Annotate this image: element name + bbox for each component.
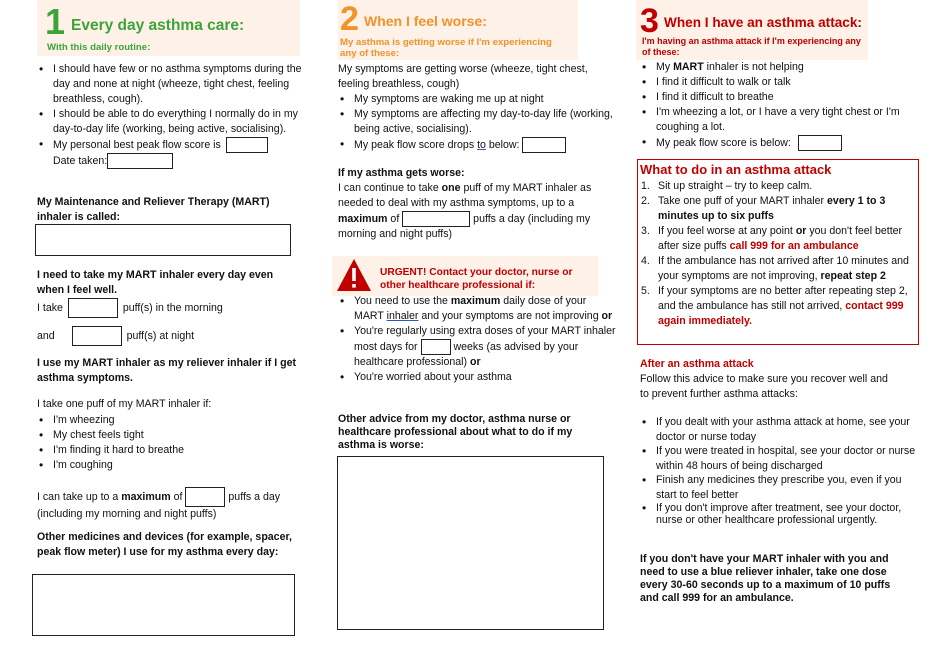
section-number: 3 (640, 2, 659, 40)
list-item: • If you don't improve after treatment, see your doctor, nurse or other healthcare professional urgently. (656, 502, 920, 526)
other-advice-label: Other advice from my doctor, asthma nurse or healthcare professional about what to do if my asthma is worse: (338, 413, 573, 451)
continue-1: I can continue to take (338, 182, 439, 194)
list-item: • I'm finding it hard to breathe (53, 443, 303, 458)
step: 1. Sit up straight – try to keep calm. (641, 180, 813, 192)
section-subtitle: My asthma is getting worse if I'm experiencing any of these: (340, 37, 552, 59)
list-item: • I should have few or no asthma symptoms during the day and none at night (wheeze, tight chest, feeling breathless, cough). (53, 62, 315, 107)
list-item (354, 294, 616, 324)
weeks-field[interactable] (421, 339, 451, 355)
i-take-label: I take (37, 301, 63, 314)
step: 3. If you feel worse at any point or you don't feel better after size puffs call 999 for an ambulance (641, 225, 903, 252)
list-item: • My symptoms are affecting my day-to-day life (working, being active, socialising). (354, 107, 616, 137)
mart-name-field[interactable] (35, 224, 291, 256)
mart-called-label: My Maintenance and Reliever Therapy (MART) inhaler is called: (37, 196, 270, 223)
section-number: 2 (340, 0, 359, 38)
peak-to: to (477, 138, 486, 151)
step-4a: If the ambulance has not arrived after 10 minutes and your symptoms are not improving, (658, 255, 909, 282)
urgent-1a: You need to use the (354, 295, 448, 307)
step-1: Sit up straight – try to keep calm. (658, 180, 813, 192)
header-asthma-attack (636, 0, 868, 60)
step-3c: you don't feel better after size puffs (658, 225, 903, 252)
list-item: • I find it difficult to breathe (656, 90, 932, 105)
step: 4. If the ambulance has not arrived after 10 minutes and your symptoms are not improving, repeat step 2 (641, 255, 909, 282)
urgent-1b: maximum (450, 295, 501, 307)
urgent-1e: and your symptoms are not improving (421, 310, 599, 322)
night-puffs-field[interactable] (72, 326, 122, 346)
use-as-reliever: I use my MART inhaler as my reliever inhaler if I get asthma symptoms. (37, 357, 297, 384)
list-item: • My chest feels tight (53, 428, 303, 443)
worse-intro: My symptoms are getting worse (wheeze, tight chest, feeling breathless, cough) (338, 63, 588, 90)
urgent-2b: weeks (as advised by your healthcare professional) (354, 340, 579, 368)
urgent-or-2: or (470, 356, 481, 368)
after-attack-intro: Follow this advice to make sure you recover well and to prevent further asthma attacks: (640, 373, 888, 400)
urgent-list (338, 294, 616, 385)
b1-bold: MART (673, 61, 704, 73)
steps-list (638, 179, 920, 329)
take-one-puff-if: I take one puff of my MART inhaler if: (37, 398, 212, 410)
daily-list (37, 62, 315, 169)
step-3b: or (795, 225, 807, 237)
what-to-do-box (637, 159, 919, 345)
section-title: When I have an asthma attack: (664, 15, 862, 30)
attack-signs-list (640, 60, 932, 151)
max-pre: I can take up to a (37, 490, 119, 503)
list-item: • I'm coughing (53, 458, 303, 473)
and-label: and (37, 329, 55, 342)
step-2b: every 1 to 3 minutes up to six puffs (658, 195, 886, 222)
list-item: • If you were treated in hospital, see your doctor or nurse within 48 hours of being discharged (656, 444, 920, 473)
urgent-header (332, 256, 598, 296)
section-title: Every day asthma care: (71, 17, 245, 34)
urgent-2a: You're regularly using extra doses of your MART inhaler most days for (354, 325, 616, 353)
list-item (53, 137, 315, 169)
step-5b: contact 999 again immediately. (658, 300, 904, 327)
peak-post: below: (488, 138, 520, 151)
step-2a: Take one puff of your MART inhaler (658, 195, 825, 207)
section-number: 1 (45, 1, 66, 42)
date-taken-field[interactable] (107, 153, 173, 169)
list-item (656, 135, 932, 151)
continue-text (338, 181, 600, 242)
puffs-night-label: puff(s) at night (126, 329, 195, 342)
step-3d: call 999 for an ambulance (729, 240, 859, 252)
list-item (354, 137, 616, 153)
list-item (656, 60, 932, 75)
worse-list (338, 92, 616, 153)
what-to-do-title: What to do in an asthma attack (640, 162, 832, 177)
list-item (354, 324, 616, 370)
max-post: puffs a day (228, 490, 281, 503)
max-puffs-field[interactable] (402, 211, 470, 227)
step-4b: repeat step 2 (820, 270, 886, 282)
after-attack-title: After an asthma attack (640, 358, 754, 370)
continue-2: puff of my MART inhaler as needed to deal with my asthma symptoms, up to a (338, 182, 592, 209)
list-item: • Finish any medicines they prescribe you, even if you start to feel better (656, 473, 920, 502)
max-puffs-field[interactable] (185, 487, 225, 507)
max-of: of (173, 490, 183, 503)
peak-drop-field[interactable] (522, 137, 566, 153)
continue-of: of (390, 212, 400, 225)
night-row (37, 326, 297, 346)
puffs-morning-label: puff(s) in the morning (122, 301, 223, 314)
list-item: • If you dealt with your asthma attack at home, see your doctor or nurse today (656, 415, 920, 444)
symptom-list (37, 413, 303, 473)
peak-flow-label: My personal best peak flow score is (53, 138, 221, 151)
step-3a: If you feel worse at any point (658, 225, 793, 237)
list-item: • I find it difficult to walk or talk (656, 75, 932, 90)
continue-one: one (441, 182, 461, 194)
step: 2. Take one puff of your MART inhaler every 1 to 3 minutes up to six puffs (641, 195, 886, 222)
section-title: When I feel worse: (364, 13, 487, 29)
peak-flow-field[interactable] (226, 137, 268, 153)
list-item: • My symptoms are waking me up at night (354, 92, 616, 107)
warning-icon (336, 258, 372, 292)
continue-3: puffs a day (including my morning and night puffs) (338, 212, 591, 240)
morning-puffs-field[interactable] (68, 298, 118, 318)
step-5a: If your symptoms are no better after repeating step 2, and the ambulance has still not arrived, (658, 285, 908, 312)
after-attack-list (640, 415, 920, 526)
morning-row (37, 298, 297, 318)
header-every-day (37, 0, 300, 56)
b1-post: inhaler is not helping (706, 61, 804, 73)
max-puffs-row (37, 487, 302, 522)
other-medicines-label: Other medicines and devices (for example, spacer, peak flow meter) I use for my asthma every day: (37, 531, 292, 558)
continue-max: maximum (338, 212, 388, 225)
urgent-title: URGENT! Contact your doctor, nurse or other healthcare professional if: (380, 267, 573, 291)
other-advice-field[interactable] (337, 456, 604, 630)
section-subtitle: With this daily routine: (47, 42, 151, 53)
other-medicines-field[interactable] (32, 574, 295, 636)
take-every-day: I need to take my MART inhaler every day even when I feel well. (37, 269, 274, 296)
max-bold: maximum (121, 490, 171, 503)
step: 5. If your symptoms are no better after repeating step 2, and the ambulance has still not arrived, contact 999 again immediately. (641, 285, 908, 327)
urgent-1c: daily dose of your MART (354, 295, 587, 322)
peak-pre: My peak flow score drops (354, 138, 475, 151)
b1-pre: My (656, 61, 671, 73)
attack-peak-field[interactable] (798, 135, 842, 151)
urgent-1d: inhaler (386, 310, 419, 322)
list-item: • I'm wheezing (53, 413, 303, 428)
if-gets-worse: If my asthma gets worse: (338, 167, 465, 179)
peak-label: My peak flow score is below: (656, 136, 791, 149)
date-taken-label: Date taken: (53, 154, 108, 167)
footer-note: If you don't have your MART inhaler with you and need to use a blue reliever inhaler, take one dose every 30-60 seconds up to a maximum of 10 puffs and call 999 for an ambulance. (640, 553, 891, 604)
list-item: • I should be able to do everything I normally do in my day-to-day life (working, being active, socialising). (53, 107, 315, 137)
header-feel-worse (338, 0, 578, 60)
max-incl: (including my morning and night puffs) (37, 508, 217, 520)
section-subtitle: I'm having an asthma attack if I'm experiencing any of these: (642, 36, 861, 57)
list-item: • I'm wheezing a lot, or I have a very tight chest or I'm coughing a lot. (656, 105, 932, 135)
list-item: • You're worried about your asthma (354, 370, 616, 385)
urgent-or: or (601, 310, 613, 322)
